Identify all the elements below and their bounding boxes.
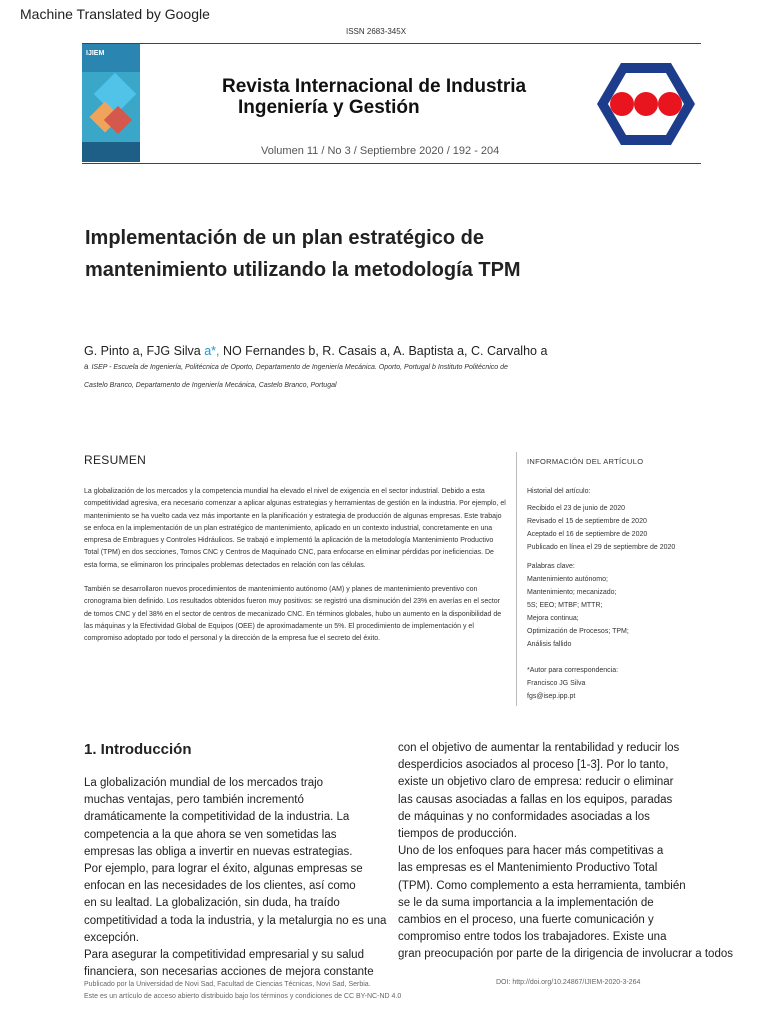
paper-title-line1: Implementación de un plan estratégico de — [85, 227, 484, 249]
history-label: Historial del artículo: — [527, 488, 591, 495]
history-item: Publicado en línea el 29 de septiembre de 2020 — [527, 544, 676, 551]
section-heading: 1. Introducción — [84, 741, 192, 758]
keywords-list — [527, 573, 727, 651]
intro-column-left: La globalización mundial de los mercados trajo muchas ventajas, pero también incrementó dramáticamente la competitividad de la industria. La competencia a la que ahora se ven sometidas las empresas las obliga a invertir en nuevas estrategias. Por ejemplo, para lograr el éxito, algunas empresas se enfocan en las necesidades de los clientes, así como en su lealtad. La globalización, sin duda, ha traído competitividad a toda la industria, y la metalurgia no es una excepción. Para asegurar la competitividad empresarial y su salud financiera, son necesarias acciones de mejora constante — [84, 777, 387, 979]
affiliation-marker: a — [84, 362, 89, 371]
abstract-paragraph: También se desarrollaron nuevos procedimientos de mantenimiento autónomo (AM) y planes de mantenimiento preventivo con cronograma bien definido. Los resultados obtenidos fueron muy positivos: se registró una disminución del 23% en averías en el sector de tornos CNC y del 38% en el sector de centros de mecanizado CNC. En términos globales, hubo un aumento en la disponibilidad de las máquinas y la Efectividad Global de Equipos (OEE) de aproximadamente un 5%. El procedimiento de implementación y el compromiso adoptado por todo el personal y la dirección de la empresa fue el secreto del éxito. — [84, 586, 502, 643]
keyword-item: Optimización de Procesos; TPM; — [527, 628, 629, 635]
authors-text-post: NO Fernandes b, R. Casais a, A. Baptista a, C. Carvalho a — [219, 344, 548, 358]
corresponding-author-link[interactable]: a*, — [204, 344, 220, 358]
paper-title-line2: mantenimiento utilizando la metodología TPM — [85, 259, 521, 281]
abstract-heading: RESUMEN — [84, 453, 147, 467]
authors-text-pre: G. Pinto a, FJG Silva — [84, 344, 205, 358]
article-info-heading: INFORMACIÓN DEL ARTÍCULO — [527, 457, 644, 466]
footer-line1: Publicado por la Universidad de Novi Sad, Facultad de Ciencias Técnicas, Novi Sad, Serbia. — [84, 981, 371, 988]
correspondence-name: Francisco JG Silva — [527, 680, 586, 687]
footer-publisher — [84, 979, 401, 1003]
correspondence — [527, 664, 727, 703]
journal-title — [222, 76, 526, 118]
journal-title-line1: Revista Internacional de Industria — [222, 76, 527, 97]
abstract-body — [84, 486, 508, 658]
correspondence-email[interactable]: fgs@isep.ipp.pt — [527, 693, 576, 700]
history-item: Aceptado el 16 de septiembre de 2020 — [527, 531, 648, 538]
keyword-item: 5S; EEO; MTBF; MTTR; — [527, 602, 603, 609]
journal-cover-image — [82, 44, 140, 162]
intro-column-right: con el objetivo de aumentar la rentabilidad y reducir los desperdicios asociados al proceso [1-3]. Por lo tanto, existe un objetivo claro de empresa: reducir o eliminar las causas asociadas a fallas en los equipos, paradas de máquinas y no conformidades asociadas a los tiempos de producción. Uno de los enfoques para hacer más competitivas a las empresas es el Mantenimiento Productivo Total (TPM). Como complemento a esta herramienta, también se le da suma importancia a la implementación de cambios en el proceso, una fuerte comunicación y compromiso entre todos los trabajadores. Existe una gran preocupación por parte de la dirigencia de involucrar a todos — [398, 742, 733, 961]
affiliation — [84, 361, 604, 373]
keywords-label: Palabras clave: — [527, 563, 575, 570]
footer-line2: Este es un artículo de acceso abierto distribuido bajo los términos y condiciones de CC BY-NC-ND 4.0 — [84, 993, 402, 1000]
affiliation-line2: Castelo Branco, Departamento de Ingeniería Mecánica, Castelo Branco, Portugal — [84, 382, 337, 389]
keyword-item: Mejora continua; — [527, 615, 579, 622]
info-divider — [516, 452, 517, 706]
abstract-paragraph: La globalización de los mercados y la competencia mundial ha elevado el nivel de exigencia en el sector industrial. Debido a esta competitividad agresiva, era necesario comenzar a aplicar algunas estrategias y herramientas de gestión en la industria. Por ejemplo, el mantenimiento se ha vuelto cada vez más importante en la planificación y estrategia de producción de algunas empresas. Este trabajo se enfoca en la implementación de un plan estratégico de mantenimiento, aplicado en un contexto industrial, concretamente en una empresa de Embragues y Controles Hidráulicos. Se trabajó e implementó la aplicación de la metodología Mantenimiento Productivo Total (TPM) en dos secciones, Tornos CNC y Centros de Maquinado CNC, para enfocarse en eliminar pérdidas por ineficiencias. De esta forma, se eliminaron los principales problemas detectados en relación con las células. — [84, 488, 506, 569]
publisher-logo-icon — [596, 61, 696, 147]
history-list — [527, 502, 727, 554]
history-item: Revisado el 15 de septiembre de 2020 — [527, 518, 647, 525]
correspondence-label: *Autor para correspondencia: — [527, 667, 619, 674]
keyword-item: Mantenimiento autónomo; — [527, 576, 608, 583]
footer-doi[interactable]: DOI: http://doi.org/10.24867/IJIEM-2020-3-264 — [496, 979, 641, 986]
author-list — [84, 344, 547, 358]
issn: ISSN 2683-345X — [346, 27, 407, 36]
history-item: Recibido el 23 de junio de 2020 — [527, 505, 626, 512]
cover-logo-text: IJIEM — [86, 50, 105, 57]
translation-banner: Machine Translated by Google — [20, 6, 210, 22]
journal-title-line2: Ingeniería y Gestión — [238, 97, 420, 118]
header-top-rule — [82, 43, 701, 44]
keyword-item: Análisis fallido — [527, 641, 572, 648]
keyword-item: Mantenimiento; mecanizado; — [527, 589, 617, 596]
header-bottom-rule — [82, 163, 701, 164]
affiliation-line1: ISEP - Escuela de Ingeniería, Politécnica de Oporto, Departamento de Ingeniería Mecánica. Oporto, Portugal b Instituto Politécnico de — [91, 364, 508, 371]
journal-volume: Volumen 11 / No 3 / Septiembre 2020 / 192 - 204 — [261, 145, 500, 157]
paper-title — [85, 222, 605, 286]
